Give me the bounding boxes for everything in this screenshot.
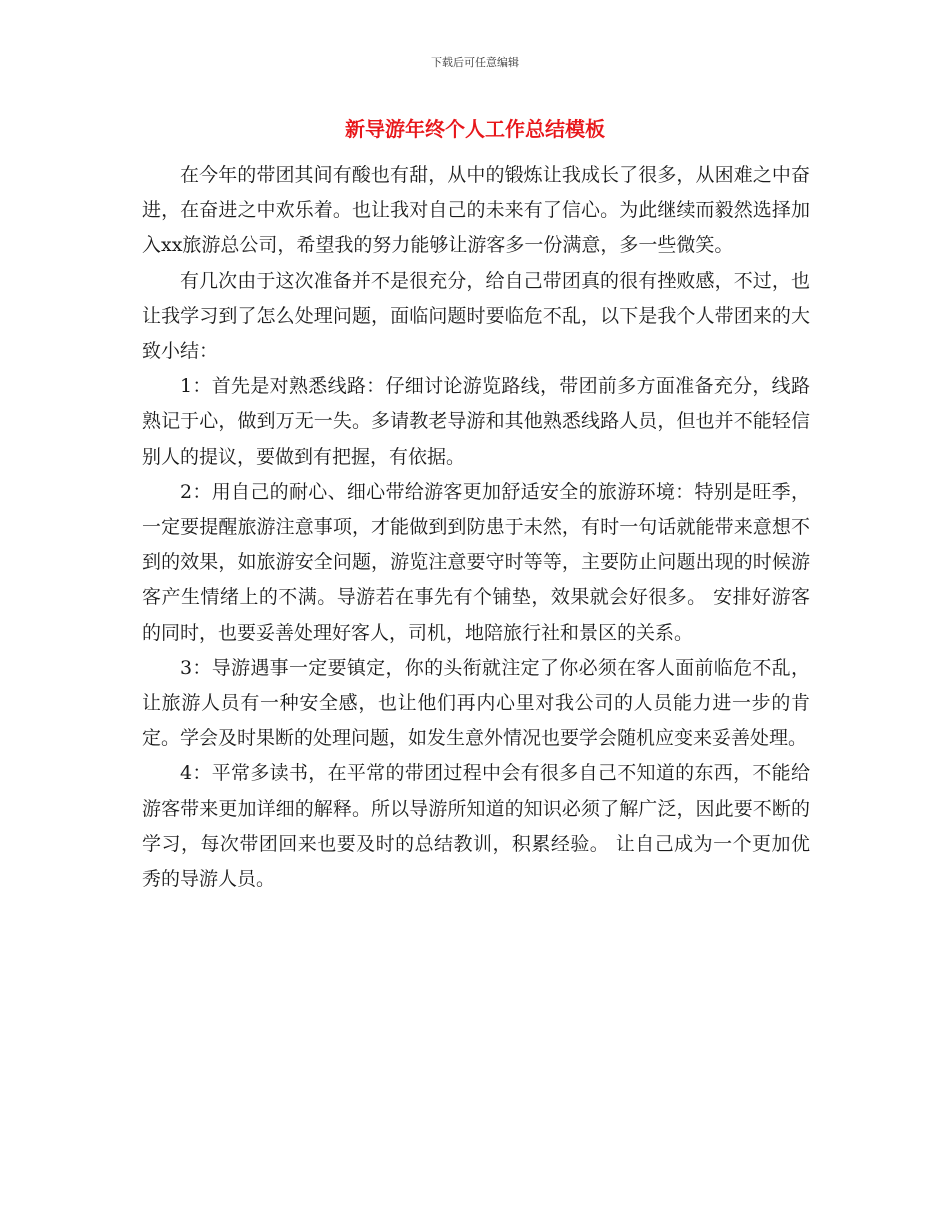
header-note: 下载后可任意编辑 — [431, 56, 519, 69]
paragraph-point-4: 4：平常多读书，在平常的带团过程中会有很多自己不知道的东西，不能给游客带来更加详细的解释。所以导游所知道的知识必须了解广泛，因此要不断的学习，每次带团回来也要及时的总结教训，积累经验。 让自己成为一个更加优秀的导游人员。 — [142, 762, 810, 891]
paragraph-point-3: 3：导游遇事一定要镇定，你的头衔就注定了你必须在客人面前临危不乱，让旅游人员有一种安全感，也让他们再内心里对我公司的人员能力进一步的肯定。学会及时果断的处理问题，如发生意外情况也要学会随机应变来妥善处理。 — [142, 656, 810, 750]
paragraph-summary-lead: 有几次由于这次准备并不是很充分，给自己带团真的很有挫败感，不过，也让我学习到了怎么处理问题，面临问题时要临危不乱，以下是我个人带团来的大致小结： — [142, 269, 810, 363]
paragraph-point-2: 2：用自己的耐心、细心带给游客更加舒适安全的旅游环境：特别是旺季，一定要提醒旅游注意事项，才能做到到防患于未然，有时一句话就能带来意想不到的效果，如旅游安全问题，游览注意要守时等等，主要防止问题出现的时候游客产生情绪上的不满。导游若在事先有个铺垫，效果就会好很多。 安排好游客的同时，也要妥善处理好客人，司机，地陪旅行社和景区的关系。 — [142, 480, 810, 644]
document-body — [142, 158, 810, 897]
paragraph-point-1: 1：首先是对熟悉线路：仔细讨论游览路线，带团前多方面准备充分，线路熟记于心，做到万无一失。多请教老导游和其他熟悉线路人员，但也并不能轻信别人的提议，要做到有把握，有依据。 — [142, 375, 810, 468]
document-title: 新导游年终个人工作总结模板 — [345, 117, 605, 141]
paragraph-intro: 在今年的带团其间有酸也有甜，从中的锻炼让我成长了很多，从困难之中奋进，在奋进之中欢乐着。也让我对自己的未来有了信心。为此继续而毅然选择加入xx旅游总公司，希望我的努力能够让游客多一份满意，多一些微笑。 — [142, 164, 810, 257]
